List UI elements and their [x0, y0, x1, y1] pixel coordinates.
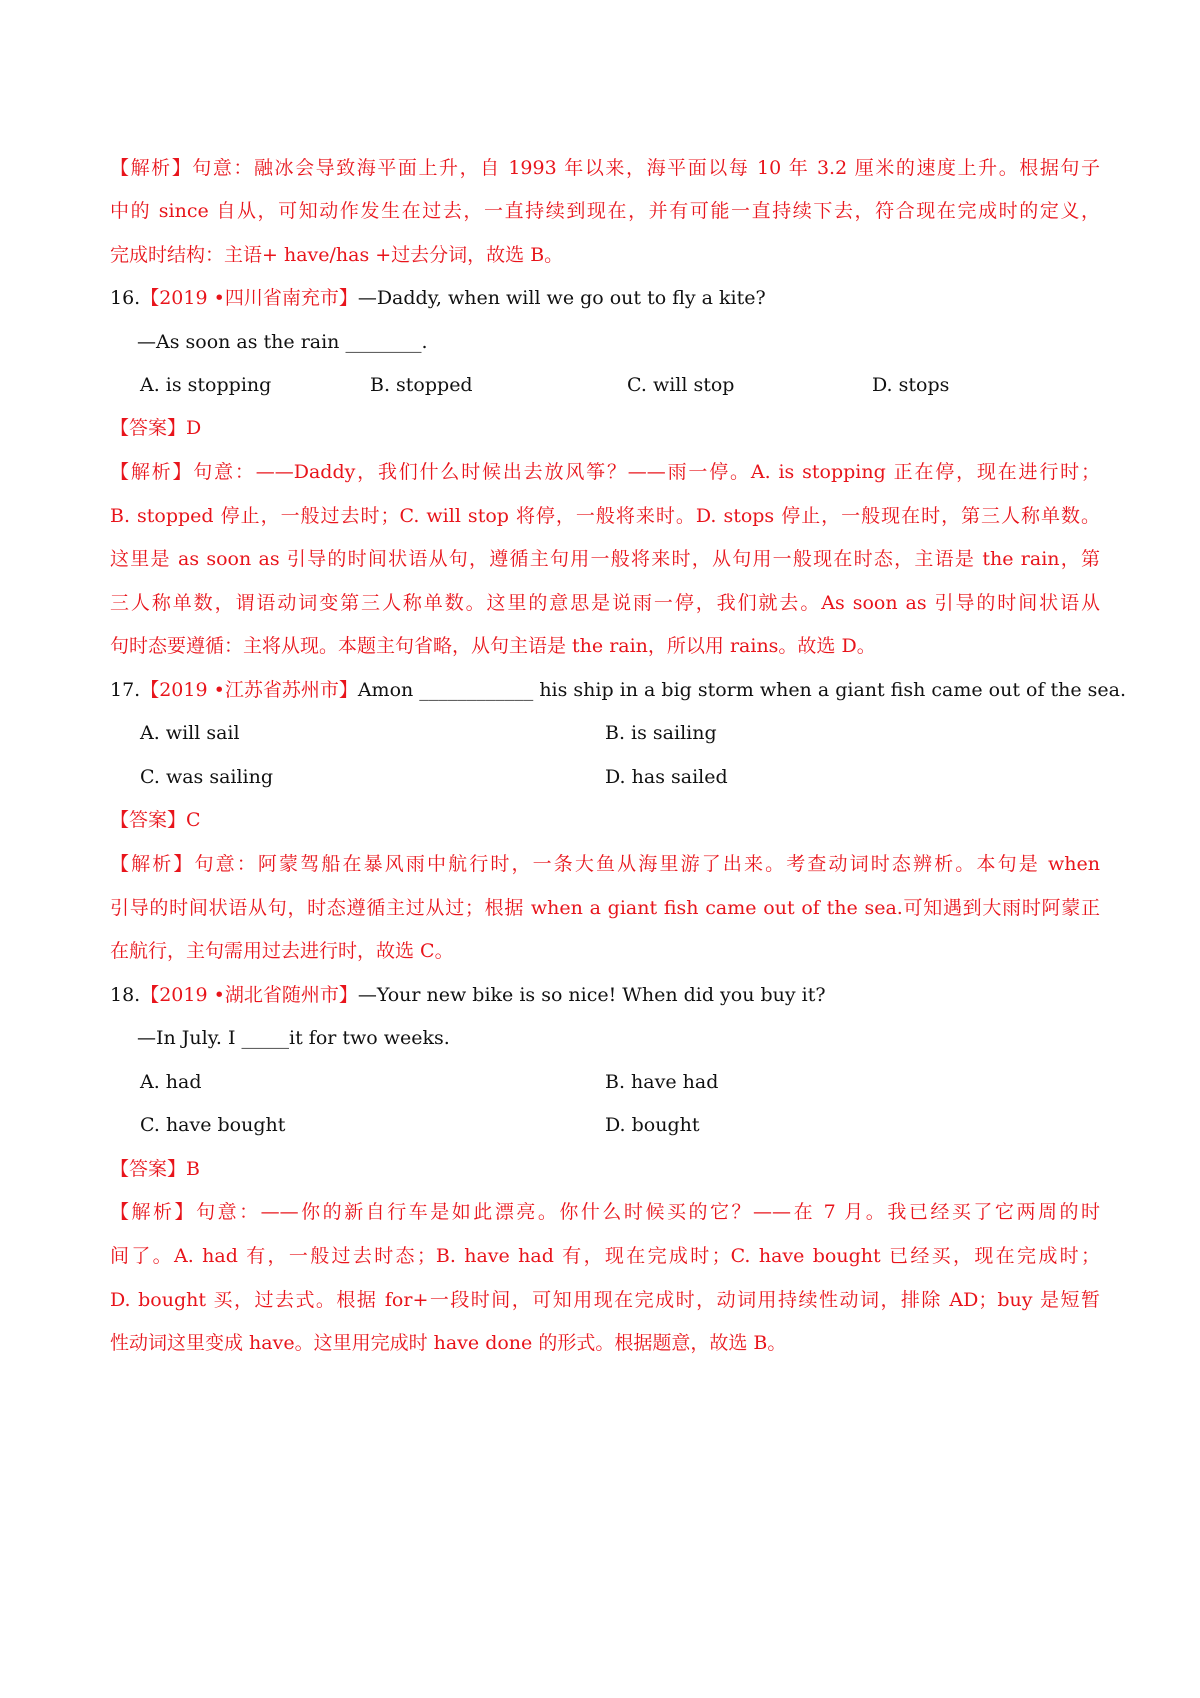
q18-option-b: B. have had: [605, 1071, 719, 1093]
question-18-stem-2: —In July. I _____it for two weeks.: [137, 1027, 450, 1049]
q16-option-c: C. will stop: [627, 374, 735, 396]
q18-option-a: A. had: [140, 1071, 202, 1093]
q17-option-c: C. was sailing: [140, 766, 274, 788]
q18-analysis-line-3: D. bought 买，过去式。根据 for+一段时间，可知用现在完成时，动词用持续性动词，排除 AD；buy 是短暂: [110, 1289, 1100, 1311]
analysis-15-line-3: 完成时结构：主语+ have/has +过去分词，故选 B。: [110, 244, 564, 266]
question-17: [110, 676, 1127, 704]
q18-option-d: D. bought: [605, 1114, 700, 1136]
q18-answer: 【答案】B: [110, 1158, 200, 1180]
q16-answer: 【答案】D: [110, 417, 202, 439]
q16-option-d: D. stops: [872, 374, 950, 396]
q18-analysis-line-4: 性动词这里变成 have。这里用完成时 have done 的形式。根据题意，故选 B。: [110, 1332, 787, 1354]
q17-analysis-line-1: 【解析】句意：阿蒙驾船在暴风雨中航行时，一条大鱼从海里游了出来。考查动词时态辨析。本句是 when: [110, 853, 1100, 875]
question-stem: Amon ____________ his ship in a big storm when a giant fish came out of the sea.: [357, 679, 1127, 701]
question-16-stem-2: —As soon as the rain ________.: [137, 331, 428, 353]
q16-analysis-line-1: 【解析】句意：——Daddy，我们什么时候出去放风筝？——雨一停。A. is stopping 正在停，现在进行时；: [110, 461, 1100, 483]
question-18: [110, 981, 1100, 1009]
q16-option-b: B. stopped: [370, 374, 473, 396]
question-number: 17.: [110, 679, 141, 701]
q17-analysis-line-2: 引导的时间状语从句，时态遵循主过从过；根据 when a giant fish came out of the sea.可知遇到大雨时阿蒙正: [110, 897, 1100, 919]
question-source: 【2019 •四川省南充市】: [140, 287, 358, 309]
question-number: 18.: [110, 984, 141, 1006]
question-stem: —Daddy, when will we go out to fly a kite?: [357, 287, 766, 309]
q16-analysis-line-4: 三人称单数，谓语动词变第三人称单数。这里的意思是说雨一停，我们就去。As soon as 引导的时间状语从: [110, 592, 1100, 614]
q16-analysis-line-2: B. stopped 停止，一般过去时；C. will stop 将停，一般将来时。D. stops 停止，一般现在时，第三人称单数。: [110, 505, 1100, 527]
q17-option-a: A. will sail: [140, 722, 240, 744]
question-source: 【2019 •江苏省苏州市】: [140, 679, 358, 701]
question-source: 【2019 •湖北省随州市】: [140, 984, 358, 1006]
q18-analysis-line-1: 【解析】句意：——你的新自行车是如此漂亮。你什么时候买的它？——在 7 月。我已经买了它两周的时: [110, 1201, 1100, 1223]
question-stem: —Your new bike is so nice! When did you buy it?: [357, 984, 826, 1006]
analysis-15-line-2: 中的 since 自从，可知动作发生在过去，一直持续到现在，并有可能一直持续下去，符合现在完成时的定义，: [110, 200, 1100, 222]
q17-option-b: B. is sailing: [605, 722, 717, 744]
q16-analysis-line-5: 句时态要遵循：主将从现。本题主句省略，从句主语是 the rain，所以用 rains。故选 D。: [110, 635, 876, 657]
question-16: [110, 284, 1100, 312]
q16-analysis-line-3: 这里是 as soon as 引导的时间状语从句，遵循主句用一般将来时，从句用一般现在时态，主语是 the rain，第: [110, 548, 1100, 570]
analysis-15-line-1: 【解析】句意：融冰会导致海平面上升，自 1993 年以来，海平面以每 10 年 3.2 厘米的速度上升。根据句子: [110, 157, 1100, 179]
question-number: 16.: [110, 287, 141, 309]
q16-option-a: A. is stopping: [140, 374, 272, 396]
q18-analysis-line-2: 间了。A. had 有，一般过去时态；B. have had 有，现在完成时；C. have bought 已经买，现在完成时；: [110, 1245, 1100, 1267]
q18-option-c: C. have bought: [140, 1114, 286, 1136]
q17-answer: 【答案】C: [110, 809, 201, 831]
q17-option-d: D. has sailed: [605, 766, 728, 788]
q17-analysis-line-3: 在航行，主句需用过去进行时，故选 C。: [110, 940, 454, 962]
